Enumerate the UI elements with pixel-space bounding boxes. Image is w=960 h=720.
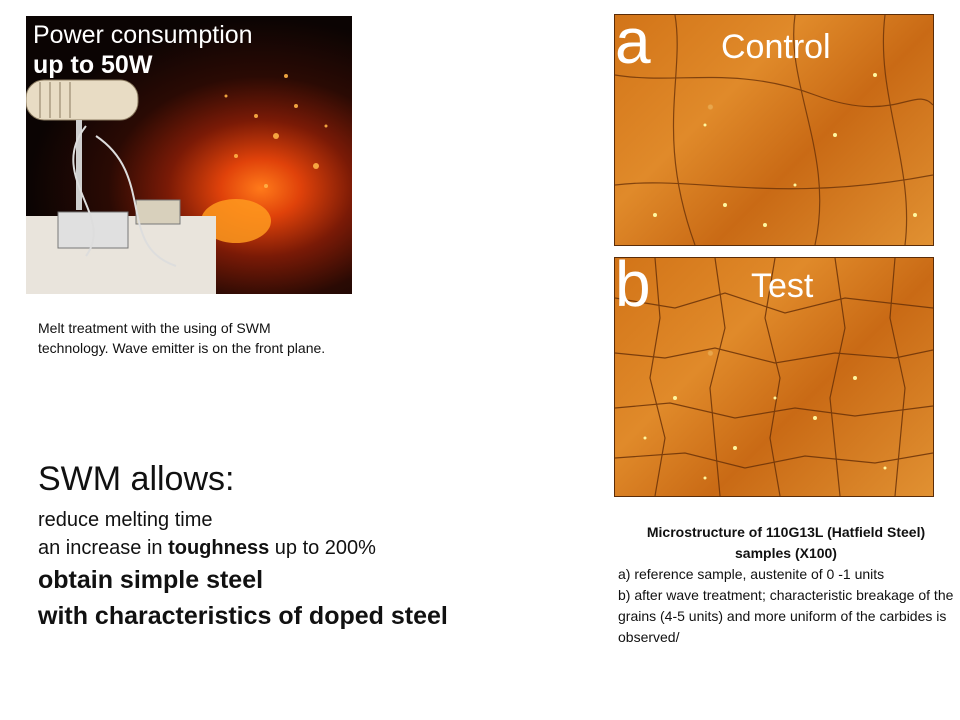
melt-caption: Melt treatment with the using of SWM technology. Wave emitter is on the front plane. — [38, 320, 326, 356]
test-label: Test — [751, 267, 814, 305]
control-label: Control — [721, 28, 831, 66]
micrograph-test — [614, 257, 934, 497]
label-b: b — [615, 257, 651, 320]
benefit-doped-steel: with characteristics of doped steel — [38, 602, 448, 630]
microstructure-caption — [618, 522, 954, 648]
toughness-suffix: up to 200% — [269, 537, 376, 559]
power-consumption-text — [33, 20, 253, 80]
caption-line-a: a) reference sample, austenite of 0 -1 units — [618, 566, 885, 582]
micrograph-control — [614, 14, 934, 246]
benefit-simple-steel: obtain simple steel — [38, 566, 264, 594]
power-line-2: up to 50W — [33, 51, 153, 79]
toughness-prefix: an increase in — [38, 537, 169, 559]
toughness-word: toughness — [168, 537, 270, 559]
melt-treatment-photo — [26, 16, 352, 294]
benefit-melting-time: reduce melting time — [38, 509, 213, 531]
swm-benefits-list — [38, 506, 448, 634]
swm-heading: SWM allows: — [38, 460, 235, 498]
power-line-1: Power consumption — [33, 21, 253, 49]
benefit-toughness — [38, 534, 448, 562]
caption-title: Microstructure of 110G13L (Hatfield Steel) samples (X100) — [646, 524, 926, 561]
caption-line-b: b) after wave treatment; characteristic breakage of the grains (4-5 units) and more uniform of the carbides is observed/ — [618, 587, 954, 645]
label-a: a — [615, 14, 651, 77]
